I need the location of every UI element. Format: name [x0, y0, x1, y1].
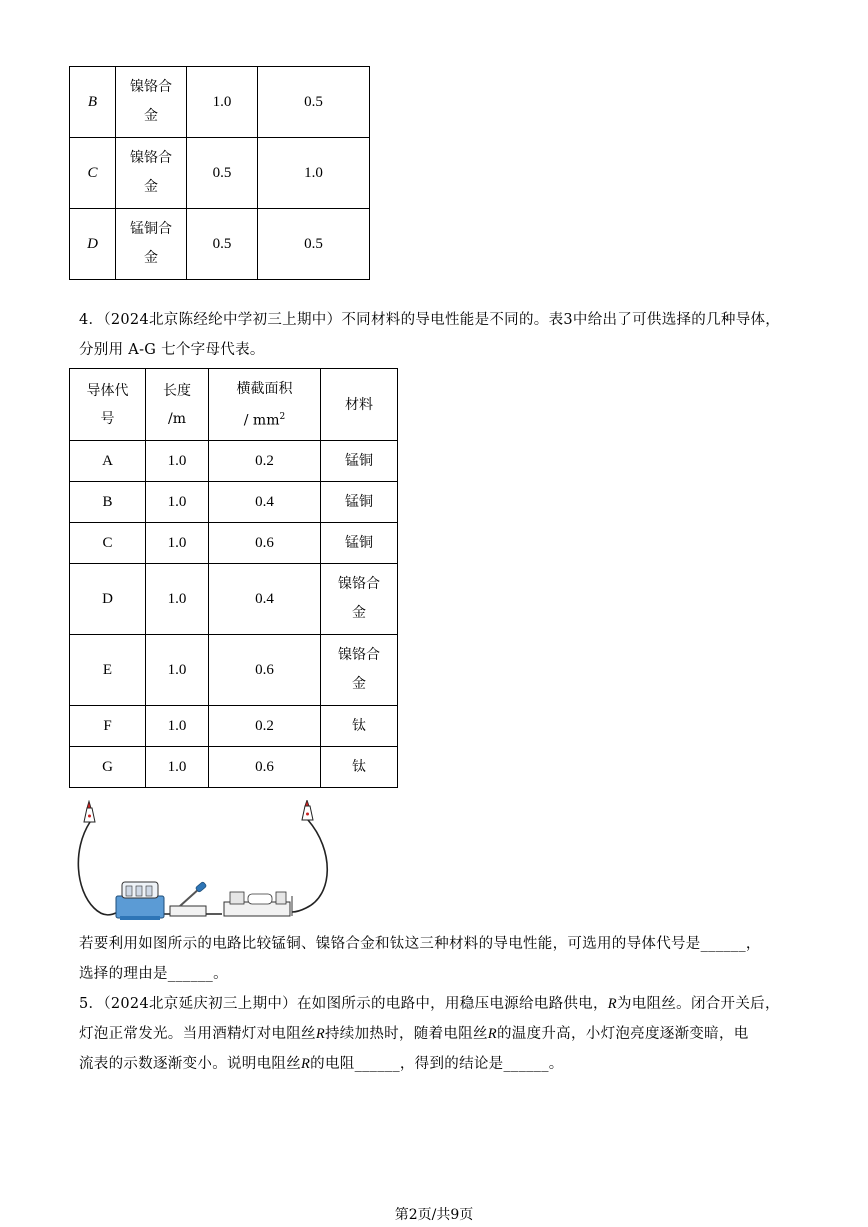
table-cell: 镍铬合 金: [116, 67, 187, 138]
right-clip-icon: [302, 800, 313, 820]
table-cell: 0.5: [187, 209, 258, 280]
question-4-prompt-line-2: 选择的理由是______。: [79, 966, 228, 982]
table-cell: 0.2: [209, 441, 321, 482]
circuit-illustration: [72, 800, 342, 930]
page-footer: 第2页/共9页: [394, 1207, 474, 1223]
table-cell: 锰铜: [321, 482, 398, 523]
table-cell: 1.0: [146, 441, 209, 482]
right-wire: [292, 820, 327, 912]
question-5-line-2: 灯泡正常发光。当用酒精灯对电阻丝R持续加热时，随着电阻丝R的温度升高，小灯泡亮度逐渐变暗，电: [79, 1026, 749, 1042]
table-cell: 0.5: [258, 67, 370, 138]
table-cell: 0.6: [209, 523, 321, 564]
table-cell: 1.0: [146, 482, 209, 523]
table-cell: 镍铬合 金: [321, 635, 398, 706]
bulb-holder-icon: [224, 892, 292, 916]
table-cell: 钛: [321, 706, 398, 747]
table-row: [70, 209, 370, 280]
table-cell: E: [70, 635, 146, 706]
question-4-prompt: [79, 929, 799, 989]
table-cell: 钛: [321, 747, 398, 788]
table-cell: C: [70, 138, 116, 209]
question-5-line-3: 流表的示数逐渐变小。说明电阻丝R的电阻______，得到的结论是______。: [79, 1056, 564, 1072]
question-4-line-1: 4．（2024北京陈经纶中学初三上期中）不同材料的导电性能是不同的。表3中给出了可供选择的几种导体，: [79, 312, 781, 328]
table-cell: 锰铜: [321, 441, 398, 482]
header-cell-code: 导体代 号: [70, 369, 146, 441]
table-cell: 0.4: [209, 564, 321, 635]
table-cell: 0.2: [209, 706, 321, 747]
header-cell-area: 横截面积 / $mm^2$: [209, 369, 321, 441]
left-clip-icon: [84, 801, 95, 822]
table-row: [70, 635, 398, 706]
table-row: [70, 482, 398, 523]
table-row: [70, 523, 398, 564]
table-cell: G: [70, 747, 146, 788]
question-5: [79, 989, 819, 1079]
table-cell: 1.0: [146, 564, 209, 635]
switch-icon: [170, 881, 207, 916]
table-cell: 0.6: [209, 747, 321, 788]
table-cell: 锰铜: [321, 523, 398, 564]
table-cell: B: [70, 482, 146, 523]
table-row: [70, 67, 370, 138]
table-cell: 1.0: [146, 706, 209, 747]
header-cell-material: 材料: [321, 369, 398, 441]
question-5-line-1: 5．（2024北京延庆初三上期中）在如图所示的电路中，用稳压电源给电路供电，R为电阻丝。闭合开关后，: [79, 996, 780, 1012]
table-cell: F: [70, 706, 146, 747]
table-cell: 0.4: [209, 482, 321, 523]
table-row: [70, 747, 398, 788]
table-row: [70, 138, 370, 209]
top-table: [69, 66, 370, 280]
table-cell: B: [70, 67, 116, 138]
table-cell: A: [70, 441, 146, 482]
table-cell: 1.0: [146, 747, 209, 788]
table-cell: C: [70, 523, 146, 564]
conductor-table: [69, 368, 398, 788]
table-header-row: [70, 369, 398, 441]
table-cell: 1.0: [258, 138, 370, 209]
left-wire: [78, 822, 118, 915]
table-cell: 0.5: [187, 138, 258, 209]
table-cell: D: [70, 209, 116, 280]
table-row: [70, 441, 398, 482]
table-cell: 0.6: [209, 635, 321, 706]
table-cell: 镍铬合 金: [116, 138, 187, 209]
question-4-line-2: 分别用 A-G 七个字母代表。: [79, 342, 265, 358]
table-row: [70, 706, 398, 747]
table-cell: 1.0: [146, 523, 209, 564]
question-4-prompt-line-1: 若要利用如图所示的电路比较锰铜、镍铬合金和钛这三种材料的导电性能，可选用的导体代号是______，: [79, 936, 761, 952]
question-4-intro: [79, 305, 819, 365]
table-cell: 镍铬合 金: [321, 564, 398, 635]
table-cell: 锰铜合 金: [116, 209, 187, 280]
table-cell: 1.0: [146, 635, 209, 706]
table-cell: 1.0: [187, 67, 258, 138]
table-cell: D: [70, 564, 146, 635]
battery-pack-icon: [116, 882, 164, 920]
table-cell: 0.5: [258, 209, 370, 280]
table-row: [70, 564, 398, 635]
header-cell-length: 长度 /m: [146, 369, 209, 441]
